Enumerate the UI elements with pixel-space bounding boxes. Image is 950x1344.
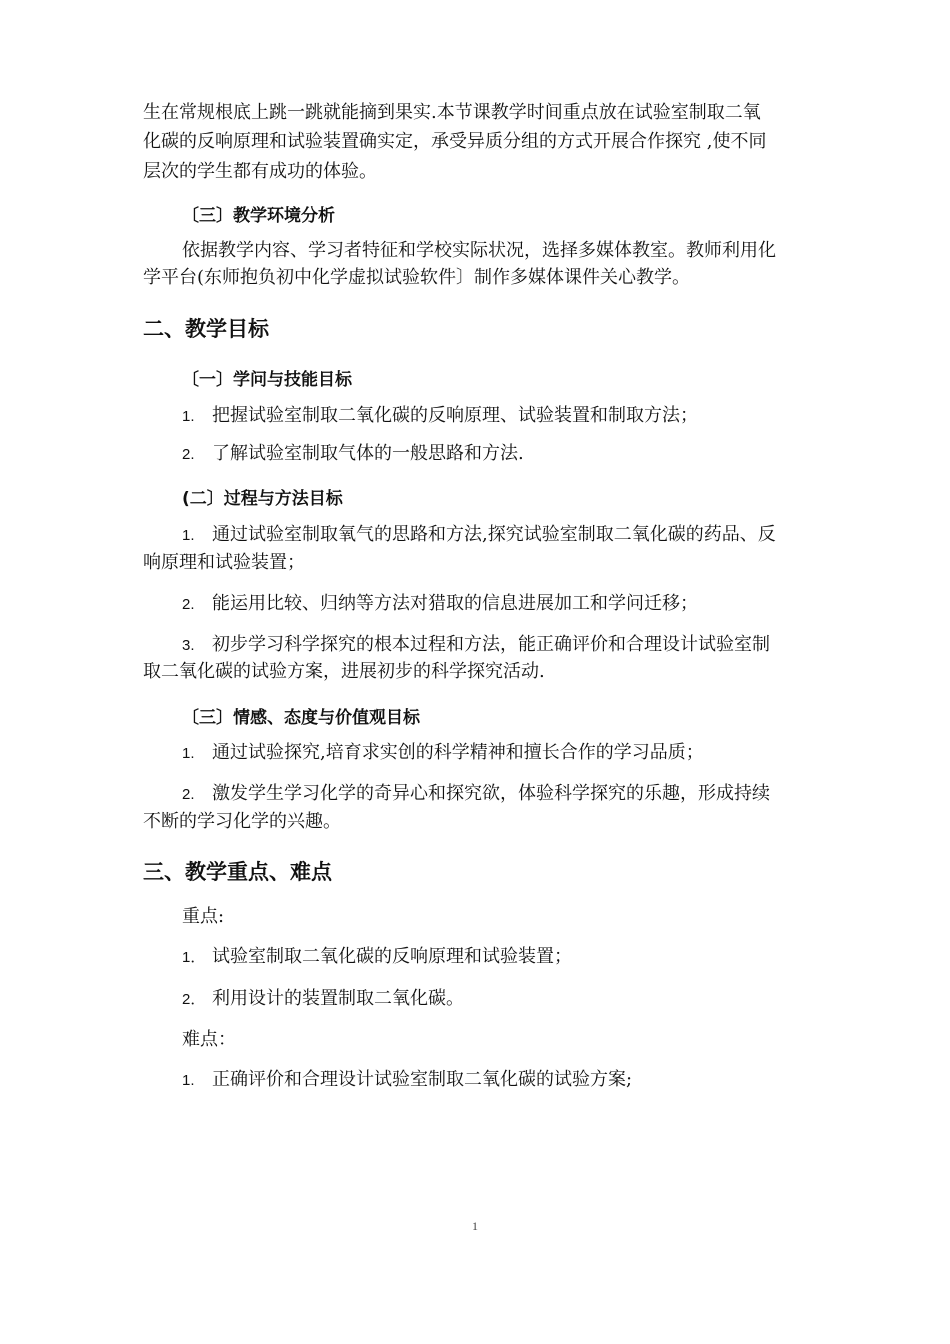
list-number: 1. xyxy=(182,745,195,762)
list-number: 1. xyxy=(182,1072,195,1089)
env-heading: 〔三〕教学环境分析 xyxy=(182,206,335,226)
list-text: 激发学生学习化学的奇异心和探究欲，体验科学探究的乐趣，形成持续 xyxy=(212,783,770,804)
knowledge-item-1 xyxy=(182,404,698,429)
list-number: 2． xyxy=(182,991,206,1008)
goals-heading: 二、教学目标 xyxy=(143,317,269,341)
difficulty-label: 难点： xyxy=(182,1029,236,1050)
list-text: 能运用比较、归纳等方法对猎取的信息进展加工和学问迁移； xyxy=(212,593,698,614)
list-number: 1. xyxy=(182,527,195,544)
process-item-2 xyxy=(182,592,698,617)
intro-line-3: 层次的学生都有成功的体验。 xyxy=(143,161,377,182)
list-text: 正确评价和合理设计试验室制取二氧化碳的试验方案; xyxy=(212,1069,633,1090)
focus-item-2 xyxy=(182,987,464,1012)
list-text: 试验室制取二氧化碳的反响原理和试验装置； xyxy=(212,946,572,967)
attitude-item-2-line-1 xyxy=(182,782,770,807)
intro-line-2: 化碳的反响原理和试验装置确实定，承受异质分组的方式开展合作探究 ,使不同 xyxy=(143,131,767,152)
knowledge-heading: 〔一〕学问与技能目标 xyxy=(182,370,352,390)
list-number: 1. xyxy=(182,408,195,425)
env-line-2: 学平台(东师抱负初中化学虚拟试验软件〕制作多媒体课件关心教学。 xyxy=(143,267,691,288)
list-number: 1． xyxy=(182,949,206,966)
process-heading: (二〕过程与方法目标 xyxy=(182,489,343,509)
process-item-1-line-1 xyxy=(182,523,776,548)
list-text: 把握试验室制取二氧化碳的反响原理、试验装置和制取方法； xyxy=(212,405,698,426)
list-number: 2. xyxy=(182,446,195,463)
attitude-heading: 〔三〕情感、态度与价值观目标 xyxy=(182,708,420,728)
list-number: 2. xyxy=(182,786,195,803)
focus-label: 重点: xyxy=(182,906,225,927)
list-text: 利用设计的装置制取二氧化碳。 xyxy=(212,988,464,1009)
env-line-1: 依据教学内容、学习者特征和学校实际状况，选择多媒体教室。教师利用化 xyxy=(182,240,776,261)
key-heading: 三、教学重点、难点 xyxy=(143,860,332,884)
list-number: 2. xyxy=(182,596,195,613)
attitude-item-1 xyxy=(182,741,704,766)
process-item-1-line-2: 响原理和试验装置； xyxy=(143,552,305,573)
process-item-3-line-2: 取二氧化碳的试验方案，进展初步的科学探究活动. xyxy=(143,661,545,682)
focus-item-1 xyxy=(182,945,572,970)
list-number: 3. xyxy=(182,637,195,654)
list-text: 了解试验室制取气体的一般思路和方法. xyxy=(212,443,524,464)
list-text: 通过试验室制取氧气的思路和方法,探究试验室制取二氧化碳的药品、反 xyxy=(212,524,776,545)
intro-line-1: 生在常规根底上跳一跳就能摘到果实.本节课教学时间重点放在试验室制取二氧 xyxy=(143,102,761,123)
attitude-item-2-line-2: 不断的学习化学的兴趣。 xyxy=(143,811,341,832)
difficulty-item-1 xyxy=(182,1068,632,1093)
list-text: 通过试验探究,培育求实创的科学精神和擅长合作的学习品质； xyxy=(212,742,704,763)
page-number: 1 xyxy=(472,1219,478,1233)
knowledge-item-2 xyxy=(182,442,524,467)
list-text: 初步学习科学探究的根本过程和方法，能正确评价和合理设计试验室制 xyxy=(212,634,770,655)
process-item-3-line-1 xyxy=(182,633,770,658)
